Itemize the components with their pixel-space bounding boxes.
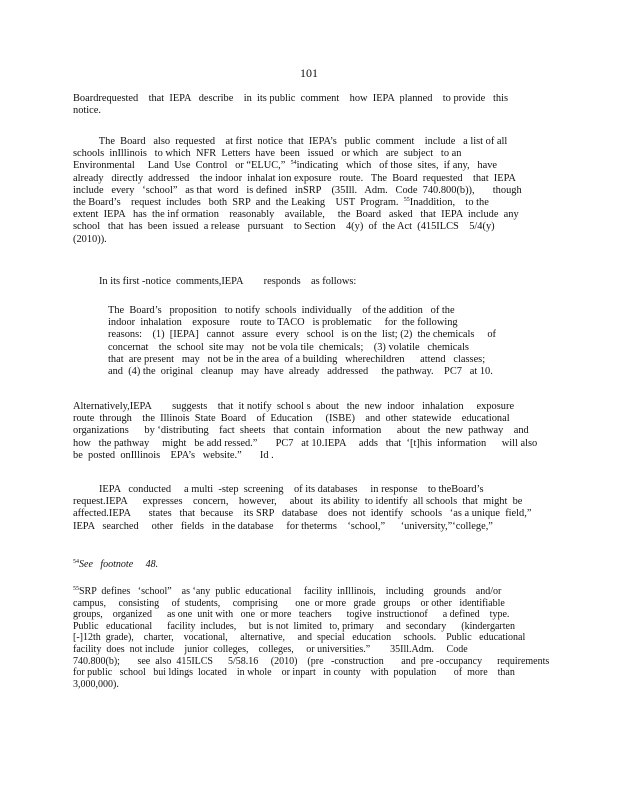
text-line: organizations by ‘distributing fact sheets that contain information about the new pathway and xyxy=(73,425,529,437)
text-line: school that has been issued a release pursuant to Section 4(y) of the Act (415ILCS 5/4(y) xyxy=(73,221,495,233)
paragraph-4 xyxy=(73,401,538,462)
text-line: how the pathway might be add ressed.” PC7 at 10.IEPA adds that ‘[t]his information will also xyxy=(73,437,538,449)
footnote-ref-55[interactable]: 55 xyxy=(403,196,410,203)
text-line: route through the Illinois State Board of Education (ISBE) and other statewide educational xyxy=(73,413,510,425)
page-number: 101 xyxy=(300,66,318,80)
text-line: Boardrequested that IEPA describe in its public comment how IEPA planned to provide this xyxy=(73,93,509,104)
text-line: Public educational facility includes, but is not limited to, primary and secondary (kindergarten xyxy=(73,620,515,632)
text-line xyxy=(73,559,528,571)
text-line: The Board’s proposition to notify schools individually of the addition of the xyxy=(108,305,455,316)
text-line: Alternatively,IEPA suggests that it notify school s about the new indoor inhalation exposure xyxy=(73,401,515,412)
paragraph-3 xyxy=(73,276,528,288)
text-line: 740.800(b); see also 415ILCS 5/58.16 (2010) (pre -construction and pre -occupancy requirements xyxy=(73,655,550,667)
paragraph-5 xyxy=(73,484,532,533)
footnote-text: See footnote 48. xyxy=(79,559,159,570)
text-line: reasons: (1) [IEPA] cannot assure every school is on the list; (2) the chemicals of xyxy=(108,329,497,341)
text-line: and (4) the original cleanup may have already addressed the pathway. PC7 at 10. xyxy=(108,365,493,377)
footnote-54 xyxy=(73,559,528,571)
text-line xyxy=(73,160,528,172)
text-line: be posted onIllinois EPA’s website.” Id . xyxy=(73,449,274,461)
text-line: affected.IEPA states that because its SRP database does not identify schools ‘as a unique field,” xyxy=(73,508,532,520)
text-fragment: Inaddition, to the xyxy=(409,196,489,208)
text-line: extent IEPA has the inf ormation reasonably available, the Board asked that IEPA include any xyxy=(73,209,519,221)
text-fragment: Environmental Land Use Control or “ELUC,” xyxy=(73,160,291,172)
text-fragment: SRP defines ‘school” as ‘any public educational facility inIllinois, including grounds and/or xyxy=(79,586,502,597)
text-line: facility does not include junior colleges, colleges, or universities.” 35Ill.Adm. Code xyxy=(73,643,468,655)
block-quote xyxy=(108,305,520,378)
text-line: request.IEPA expresses concern, however, about its ability to identify all schools that might be xyxy=(73,496,523,508)
text-line: campus, consisting of students, comprising one or more grade groups or other identifiable xyxy=(73,597,505,609)
text-fragment: indicating which of those sites, if any, have xyxy=(296,160,498,172)
text-line: schools inIllinois to which NFR Letters have been issued or which are subject to an xyxy=(73,148,462,160)
footnote-55 xyxy=(73,586,550,690)
text-line: (2010)). xyxy=(73,233,107,245)
footnote-number: 55 xyxy=(73,586,79,592)
text-line: IEPA searched other fields in the database for theterms ‘school,” ‘university,”‘college,” xyxy=(73,520,493,532)
text-line: indoor inhalation exposure route to TACO is problematic for the following xyxy=(108,317,458,329)
text-line: for public school bui ldings located in whole or inpart in county with population of more than xyxy=(73,667,515,679)
paragraph-2 xyxy=(73,136,528,246)
footnote-number: 54 xyxy=(73,559,79,565)
footnote-ref-54[interactable]: 54 xyxy=(290,160,297,167)
text-line: [-]12th grade), charter, vocational, alternative, and special education schools. Public educational xyxy=(73,632,526,644)
text-line xyxy=(73,197,528,209)
text-line: The Board also requested at first notice that IEPA’s public comment include a list of all xyxy=(73,136,508,147)
text-line: 3,000,000). xyxy=(73,678,119,690)
text-line: concernat the school site may not be vola tile chemicals; (3) volatile chemicals xyxy=(108,341,469,353)
text-line: groups, organized as one unit with one or more teachers togive instructionof a defined type. xyxy=(73,609,510,621)
text-line: In its first -notice comments,IEPA responds as follows: xyxy=(73,276,357,287)
paragraph-1 xyxy=(73,93,528,117)
text-line: already directly addressed the indoor inhalat ion exposure route. The Board requested that IEPA xyxy=(73,172,516,184)
text-line: that are present may not be in the area of a building wherechildren attend classes; xyxy=(108,353,486,365)
text-fragment: the Board’s request includes both SRP and the Leaking UST Program. xyxy=(73,196,404,208)
text-line: IEPA conducted a multi -step screening of its databases in response to theBoard’s xyxy=(73,484,484,495)
text-line: include every ‘school” as that word is defined inSRP (35Ill. Adm. Code 740.800(b)), though xyxy=(73,184,522,196)
text-line xyxy=(73,586,528,598)
text-line: notice. xyxy=(73,105,101,117)
